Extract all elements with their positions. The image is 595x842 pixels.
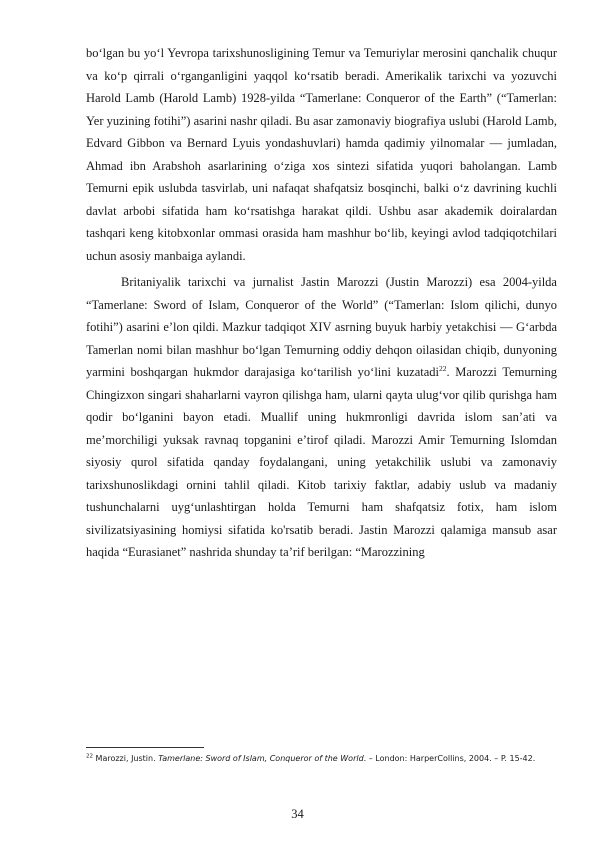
paragraph-1: bo‘lgan bu yo‘l Yevropa tarixshunosligining Temur va Temuriylar merosini qanchalik chuqur va ko‘p qirrali o‘rganganligini yaqqol ko‘rsatib beradi. Amerikalik tarixchi va yozuvchi Harold Lamb (Harold Lamb) 1928-yilda “Tamerlane: Conqueror of the Earth” (“Tamerlan: Yer yuzining fotihi”) asarini nashr qiladi. Bu asar zamonaviy biografiya uslubi (Harold Lamb, Edvard Gibbon va Bernard Lyuis yondashuvlari) hamda qadimiy yilnomalar — jumladan, Ahmad ibn Arabshoh asarlarining o‘ziga xos sintezi sifatida yuqori baholangan. Lamb Temurni epik uslubda tasvirlab, uni nafaqat shafqatsiz bosqinchi, balki o‘z davrining kuchli davlat arbobi sifatida ham ko‘rsatishga harakat qildi. Ushbu asar akademik doiralardan tashqari keng kitobxonlar ommasi orasida ham mashhur bo‘lib, keyingi avlod tadqiqotchilari uchun asosiy manbaiga aylandi. <box>86 46 557 263</box>
page-number: 34 <box>291 807 304 821</box>
paragraph-2-text-after: . Marozzi Temurning Chingizxon singari shaharlarni vayron qilishga ham, ularni qayta ulug‘vor qilib qurishga ham qodir bo‘lganini bayon etadi. Muallif uning hukmronligi davrida islom san’ati va me’morchiligi yuksak ravnaq topganini e’tirof qiladi. Marozzi Amir Temurning Islomdan siyosiy qurol sifatida qanday foydalangani, uning yetakchilik uslubi va zamonaviy tarixshunoslikdagi ornini tahlil qiladi. Kitob tarixiy faktlar, adabiy uslub va madaniy tushunchalarni uyg‘unlashtirgan holda Temurni ham shafqatsiz fotix, ham islom sivilizatsiyasining homiysi sifatida ko'rsatib beradi. Jastin Marozzi qalamiga mansub asar haqida “Eurasianet” nashrida shunday ta’rif berilgan: “Marozzining <box>86 365 557 559</box>
paragraph-2-text-before: Britaniyalik tarixchi va jurnalist Jastin Marozzi (Justin Marozzi) esa 2004-yilda “Tamerlane: Sword of Islam, Conqueror of the World” (“Tamerlan: Islom qilichi, dunyo fotihi”) asarini e’lon qildi. Mazkur tadqiqot XIV asrning buyuk harbiy yetakchisi — G‘arbda Tamerlan nomi bilan mashhur bo‘lgan Temurning oddiy dehqon oilasidan chiqib, dunyoning yarmini boshqargan hukmdor darajasiga ko‘tarilish yo‘lini kuzatadi <box>86 275 557 379</box>
main-text <box>86 42 557 564</box>
footnote-separator <box>86 747 204 748</box>
footnote-publication: . – London: HarperCollins, 2004. – P. 15-42. <box>363 754 536 763</box>
footnote-number: 22 <box>86 753 93 760</box>
footnote-title: Tamerlane: Sword of Islam, Conqueror of the World <box>158 754 364 763</box>
footnote-reference[interactable]: 22 <box>438 363 447 373</box>
paragraph-2 <box>86 271 557 564</box>
footnote <box>86 752 557 766</box>
footnote-author: Marozzi, Justin. <box>95 754 156 763</box>
